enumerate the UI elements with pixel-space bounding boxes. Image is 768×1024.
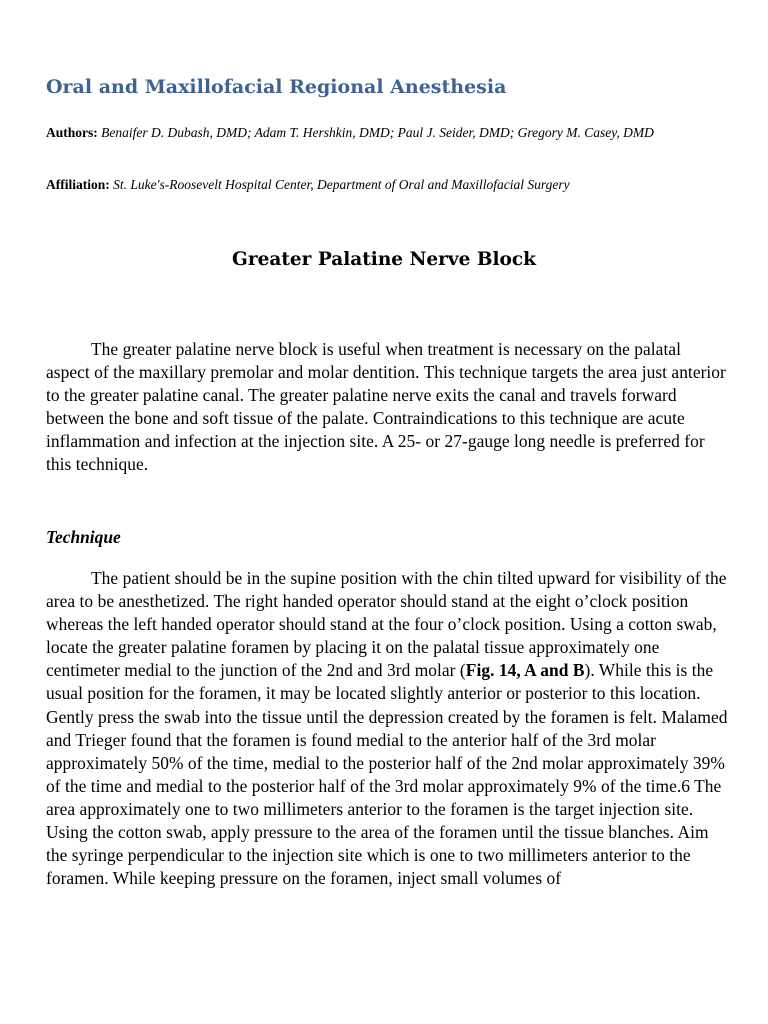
section-title: Greater Palatine Nerve Block <box>232 249 536 270</box>
technique-text-part2: ). While this is the usual position for the foramen, it may be located slightly anterior or posterior to this location. Gently press the swab into the tissue until the depression created by the foramen is felt. Malamed and Trieger found that the foramen is found medial to the anterior half of the 3rd molar approximately 50% of the time, medial to the posterior half of the 2nd molar approximately 39% of the time and medial to the posterior half of the 3rd molar approximately 9% of the time.6 The area approximately one to two millimeters anterior to the foramen is the target injection site. Using the cotton swab, apply pressure to the area of the foramen until the tissue blanches. Aim the syringe perpendicular to the injection site which is one to two millimeters anterior to the foramen. While keeping pressure on the foramen, inject small volumes of <box>46 660 728 889</box>
authors-label: Authors: <box>46 125 98 140</box>
affiliation-label: Affiliation: <box>46 177 110 192</box>
technique-text-part1: The patient should be in the supine position with the chin tilted upward for visibility of the area to be anesthetized. The right handed operator should stand at the eight o’clock position whereas the left handed operator should stand at the four o’clock position. Using a cotton swab, locate the greater palatine foramen by placing it on the palatal tissue approximately one centimeter medial to the junction of the 2nd and 3rd molar ( <box>46 568 727 681</box>
document-title: Oral and Maxillofacial Regional Anesthesia <box>46 76 507 98</box>
authors-value: Benaifer D. Dubash, DMD; Adam T. Hershkin, DMD; Paul J. Seider, DMD; Gregory M. Casey, DMD <box>101 125 654 140</box>
figure-reference: Fig. 14, A and B <box>465 660 585 681</box>
affiliation-value: St. Luke's-Roosevelt Hospital Center, Department of Oral and Maxillofacial Surgery <box>113 177 570 192</box>
affiliation-line <box>46 175 716 194</box>
authors-line <box>46 123 716 142</box>
technique-heading: Technique <box>46 527 121 547</box>
technique-paragraph <box>46 567 728 890</box>
intro-paragraph: The greater palatine nerve block is useful when treatment is necessary on the palatal aspect of the maxillary premolar and molar dentition. This technique targets the area just anterior to the greater palatine canal. The greater palatine nerve exits the canal and travels forward between the bone and soft tissue of the palate. Contraindications to this technique are acute inflammation and infection at the injection site. A 25- or 27-gauge long needle is preferred for this technique. <box>46 339 726 475</box>
